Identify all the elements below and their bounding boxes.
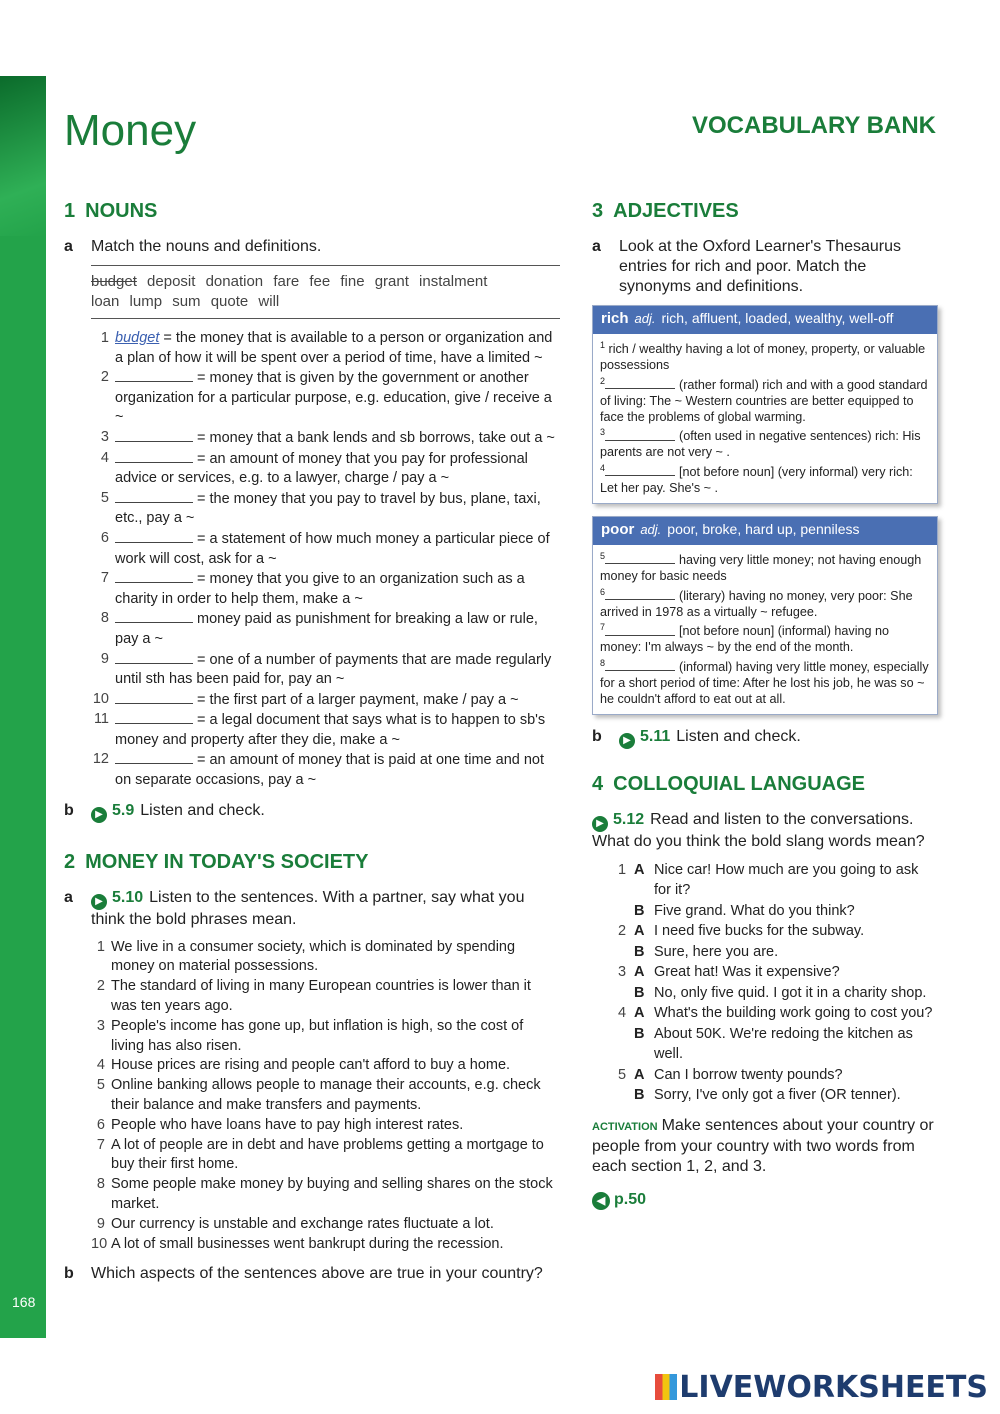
- s1-question-a: a Match the nouns and definitions.: [64, 238, 322, 255]
- thesaurus-entry: $^1$ rich / wealthy having a lot of money, property, or valuable possessions: [600, 340, 926, 372]
- section-2-heading: 2 MONEY IN TODAY'S SOCIETY: [64, 850, 369, 873]
- leaf-decoration: [0, 76, 46, 236]
- list-item: 9 Our currency is unstable and exchange rates fluctuate a lot.: [96, 1215, 494, 1232]
- list-item: 5 Online banking allows people to manage their accounts, e.g. check their balance and make transfers and payments.: [96, 1077, 541, 1114]
- thesaurus-entry: $^2$ (rather formal) rich and with a good standard of living: The ~ Western countries are better equipped to face the problems of global warming.: [600, 375, 928, 424]
- list-item: 1 budget = the money that is available to a person or organization and a plan of how it will be spent over a period of time, have a limited ~: [100, 330, 553, 366]
- answer-blank[interactable]: [605, 660, 675, 671]
- footer: [0, 1338, 1000, 1414]
- answer-blank[interactable]: [115, 569, 193, 583]
- conversation-line: 4 A What's the building work going to cost you?: [618, 1005, 933, 1022]
- conversation-line: 2 A I need five bucks for the subway.: [618, 923, 865, 940]
- answer-blank[interactable]: [605, 378, 675, 389]
- thesaurus-entry: $^7$ [not before noun] (informal) having no money: I'm always ~ by the end of the month.: [600, 622, 890, 655]
- thesaurus-rich-box: [592, 305, 938, 504]
- list-item: 8 Some people make money by buying and selling shares on the stock market.: [96, 1176, 553, 1213]
- list-item: 4 House prices are rising and people can't afford to buy a home.: [96, 1057, 511, 1074]
- audio-icon[interactable]: ▶: [91, 807, 107, 823]
- answer-blank[interactable]: [115, 609, 193, 623]
- list-item: 7 A lot of people are in debt and have problems getting a mortgage to buy their first home.: [96, 1136, 544, 1173]
- section-1-heading: 1 NOUNS: [64, 200, 158, 222]
- sentences-list: [91, 938, 560, 1255]
- list-item: 11 = a legal document that says what is to happen to sb's money and property after they die, make a ~: [93, 711, 546, 748]
- answer-blank[interactable]: [605, 430, 675, 441]
- s2-question-b: b Which aspects of the sentences above are true in your country?: [64, 1265, 543, 1283]
- nouns-definitions-list: [91, 329, 560, 791]
- list-item: 6 = a statement of how much money a particular piece of work will cost, ask for a ~: [100, 529, 550, 567]
- conversation-line: 1 A Nice car! How much are you going to ask for it?: [618, 861, 919, 899]
- answer-blank[interactable]: [115, 428, 193, 442]
- answer-blank[interactable]: [115, 449, 193, 463]
- answer-blank[interactable]: [605, 465, 675, 476]
- thesaurus-entry: $^4$ [not before noun] (very informal) very rich: Let her pay. She's ~ .: [600, 463, 913, 496]
- audio-icon[interactable]: ▶: [592, 816, 608, 832]
- word-box: budget deposit donation fare fee fine grant instalment loan lump sum quote will: [91, 265, 560, 319]
- list-item: 1 We live in a consumer society, which is dominated by spending money on material possessions.: [96, 938, 516, 975]
- thesaurus-poor-body: [593, 545, 937, 714]
- answer-blank[interactable]: [605, 553, 675, 564]
- list-item: 3 = money that a bank lends and sb borrows, take out a ~: [100, 428, 555, 446]
- right-column: [592, 200, 938, 1210]
- vocabulary-bank-label: VOCABULARY BANK: [691, 112, 936, 139]
- answer-blank[interactable]: [605, 625, 675, 636]
- conversation-line: B No, only five quid. I got it in a charity shop.: [634, 984, 927, 1001]
- conversation-line: B About 50K. We're redoing the kitchen as well.: [634, 1025, 913, 1063]
- conversation-line: B Sure, here you are.: [634, 943, 779, 960]
- conversation-line: 5 A Can I borrow twenty pounds?: [618, 1066, 843, 1083]
- activation-task: ACTIVATION Make sentences about your country or people from your country with two words from each section 1, 2, and 3.: [592, 1116, 934, 1175]
- s2-question-a: a ▶ 5.10 Listen to the sentences. With a partner, say what you think the bold phrases mean.: [64, 888, 525, 928]
- thesaurus-rich-body: [593, 334, 937, 503]
- answer-blank[interactable]: [115, 368, 193, 382]
- liveworksheets-logo[interactable]: LIVEWORKSHEETS: [655, 1370, 988, 1405]
- s1-question-b: b ▶ 5.9 Listen and check.: [64, 801, 560, 823]
- thesaurus-entry: $^6$ (literary) having no money, very poor: She arrived in 1978 as a virtually ~ refugee.: [600, 586, 913, 619]
- list-item: 6 People who have loans have to pay high interest rates.: [96, 1116, 464, 1133]
- answer-blank[interactable]: [115, 710, 193, 724]
- thesaurus-poor-box: [592, 516, 938, 715]
- thesaurus-poor-header: poor adj. poor, broke, hard up, penniless: [593, 517, 937, 545]
- answer-blank[interactable]: [115, 750, 193, 764]
- list-item: 7 = money that you give to an organization such as a charity in order to help them, make a ~: [100, 570, 525, 607]
- thesaurus-rich-header: rich adj. rich, affluent, loaded, wealthy, well-off: [593, 306, 937, 334]
- answer-blank[interactable]: [115, 650, 193, 664]
- list-item: 10 = the first part of a larger payment, make / pay a ~: [92, 690, 519, 708]
- conversations-list: [618, 860, 938, 1106]
- answer-blank[interactable]: [115, 489, 193, 503]
- audio-icon[interactable]: ▶: [619, 733, 635, 749]
- arrow-left-icon: ◀: [592, 1192, 610, 1210]
- conversation-line: B Sorry, I've only got a fiver (OR tenner).: [634, 1087, 901, 1104]
- list-item: 2 The standard of living in many European countries is lower than it was ten years ago.: [96, 978, 531, 1015]
- audio-icon[interactable]: ▶: [91, 894, 107, 910]
- answer-blank[interactable]: [605, 589, 675, 600]
- list-item: 8 money paid as punishment for breaking a law or rule, pay a ~: [100, 610, 538, 647]
- page-title: Money: [64, 106, 197, 155]
- list-item: 3 People's income has gone up, but inflation is high, so the cost of living has also risen.: [96, 1017, 524, 1054]
- conversation-line: B Five grand. What do you think?: [634, 902, 855, 919]
- example-answer: budget: [115, 330, 160, 346]
- worksheet-page: [0, 76, 1000, 1338]
- list-item: 2 = money that is given by the government or another organization for a particular purpose, e.g. education, give / receive a ~: [100, 369, 552, 426]
- thesaurus-entry: $^3$ (often used in negative sentences) rich: His parents are not very ~ .: [600, 427, 921, 460]
- s3-question-a: a Look at the Oxford Learner's Thesaurus entries for rich and poor. Match the synonyms and definitions.: [592, 238, 902, 295]
- answer-blank[interactable]: [115, 690, 193, 704]
- side-green-bar: [0, 76, 46, 1338]
- answer-blank[interactable]: [115, 529, 193, 543]
- thesaurus-entry: $^5$ having very little money; not having enough money for basic needs: [600, 550, 922, 583]
- list-item: 9 = one of a number of payments that are made regularly until sth has been paid for, pay an ~: [100, 650, 552, 688]
- list-item: 12 = an amount of money that is paid at one time and not on separate occasions, pay a ~: [92, 751, 545, 789]
- word-struck: budget: [91, 273, 137, 290]
- page-reference-link[interactable]: ◀ p.50: [592, 1191, 938, 1210]
- logo-icon: [655, 1374, 677, 1400]
- s4-intro: ▶ 5.12 Read and listen to the conversations. What do you think the bold slang words mean?: [592, 810, 925, 850]
- section-4-heading: 4 COLLOQUIAL LANGUAGE: [592, 772, 865, 795]
- thesaurus-entry: $^8$ (informal) having very little money, especially for a short period of time: After he lost his job, he was so ~ he couldn't afford to eat out at all.: [600, 658, 929, 707]
- page-number: 168: [12, 1294, 36, 1310]
- section-3-heading: 3 ADJECTIVES: [592, 200, 739, 222]
- s3-question-b: b ▶ 5.11 Listen and check.: [592, 727, 938, 749]
- left-column: [64, 200, 560, 1284]
- conversation-line: 3 A Great hat! Was it expensive?: [618, 964, 840, 981]
- list-item: 4 = an amount of money that you pay for professional advice or services, e.g. to a lawyer, charge / pay a ~: [100, 449, 528, 487]
- list-item: 5 = the money that you pay to travel by bus, plane, taxi, etc., pay a ~: [100, 489, 541, 527]
- list-item: 10 A lot of small businesses went bankrupt during the recession.: [91, 1235, 504, 1252]
